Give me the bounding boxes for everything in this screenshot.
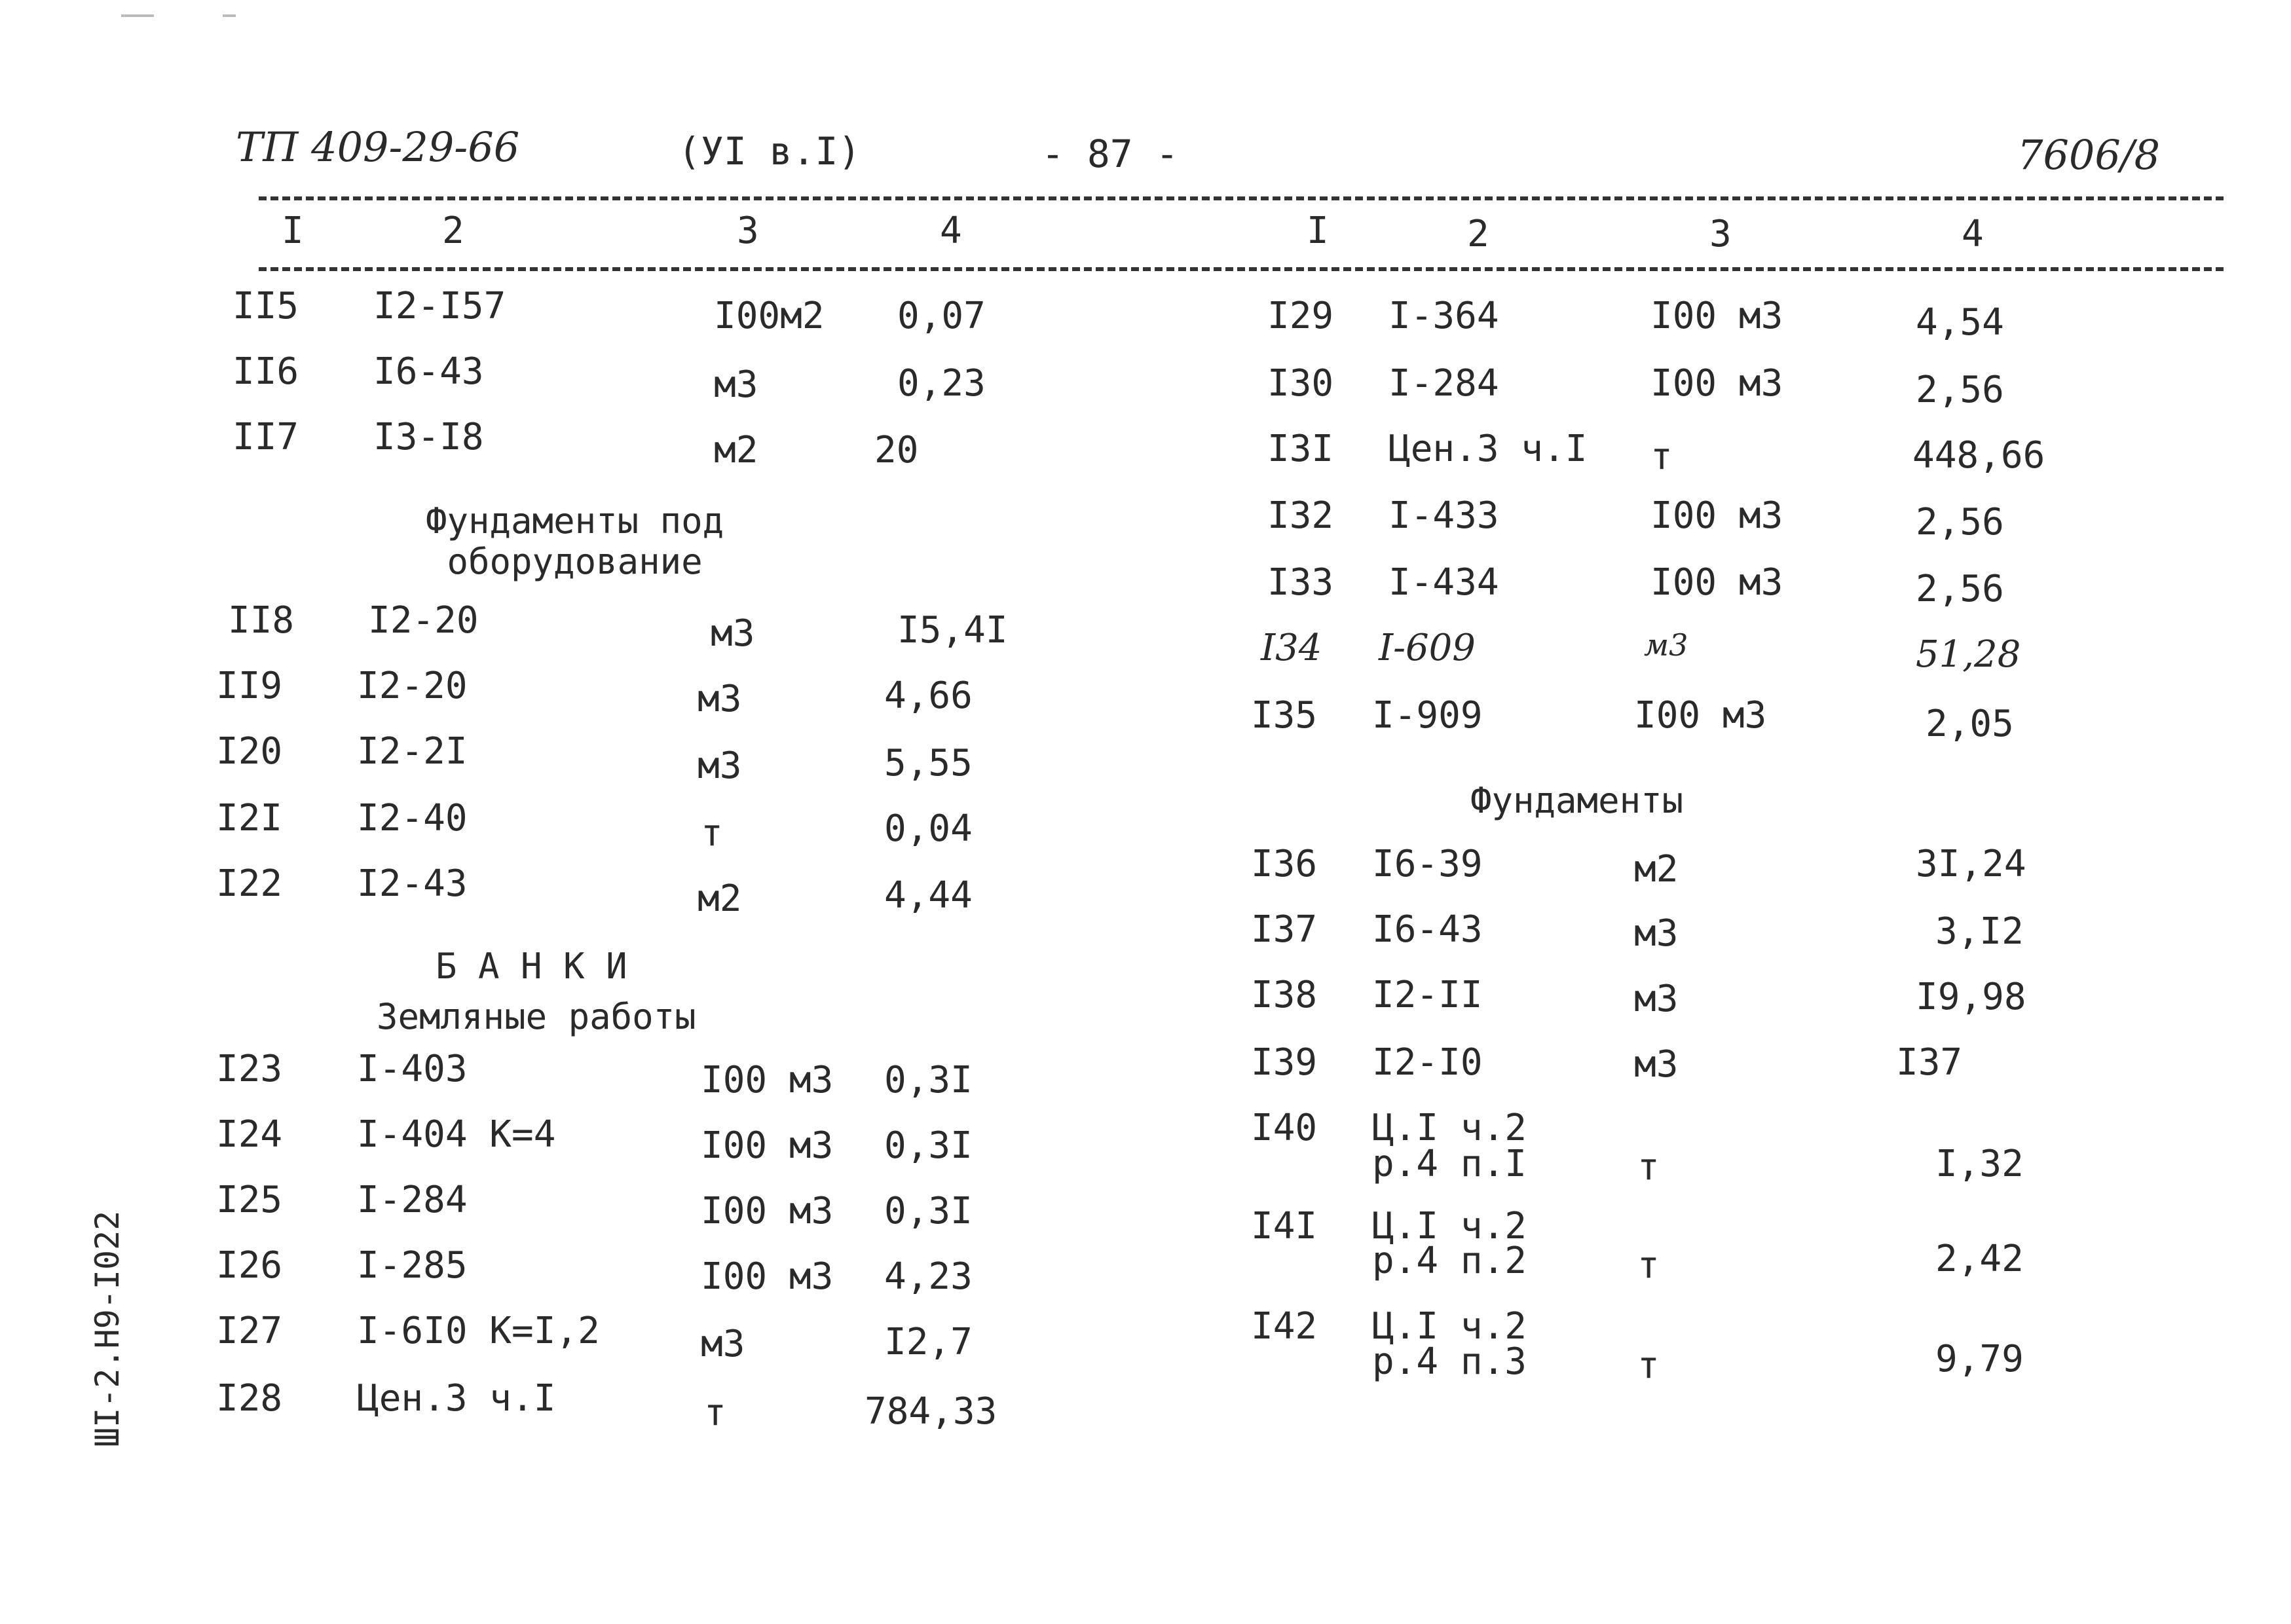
row-code: I-284 (1388, 362, 1499, 405)
row-number: I22 (216, 862, 283, 905)
row-code: I2-20 (357, 665, 468, 707)
row-unit: I00 м3 (701, 1124, 834, 1167)
row-qty: 4,23 (884, 1255, 973, 1298)
row-qty: 2,05 (1926, 703, 2014, 745)
row-unit: м3 (1634, 912, 1679, 955)
col-num-2: 2 (442, 210, 464, 252)
row-number: I34 (1261, 627, 1322, 669)
row-qty: 3I,24 (1916, 843, 2026, 885)
row-number: I42 (1251, 1305, 1318, 1348)
scan-mark (223, 14, 236, 17)
row-unit: т (1637, 1344, 1660, 1387)
row-unit: т (704, 1392, 726, 1434)
section-heading-line: Фундаменты под (426, 500, 724, 542)
row-unit: м2 (1634, 848, 1679, 891)
row-code: I6-43 (1372, 908, 1483, 951)
row-number: II8 (228, 599, 295, 642)
row-number: I20 (216, 730, 283, 773)
row-number: I33 (1267, 561, 1334, 604)
section-heading-foundations: Фундаменты (1470, 780, 1684, 821)
row-code: I6-39 (1372, 843, 1483, 885)
row-code: I-404 К=4 (357, 1113, 556, 1156)
row-code: I-909 (1372, 694, 1483, 737)
row-code: I2-43 (357, 862, 468, 905)
col-num-1: I (282, 210, 304, 252)
row-unit: I00 м3 (701, 1059, 834, 1101)
row-code: I-284 (357, 1179, 468, 1221)
header-rule-top (259, 196, 2224, 200)
row-unit: м3 (698, 678, 742, 720)
row-number: I2I (216, 797, 283, 840)
row-number: I38 (1251, 974, 1318, 1016)
row-unit: I00 м3 (701, 1255, 834, 1298)
row-unit: м3 (714, 363, 758, 406)
row-unit: т (701, 812, 723, 855)
row-unit: т (1637, 1146, 1660, 1189)
row-number: II7 (233, 416, 299, 458)
row-number: I36 (1251, 843, 1318, 885)
row-unit: т (1650, 435, 1673, 478)
row-code: I-434 (1388, 561, 1499, 604)
row-number: I29 (1267, 295, 1334, 337)
row-qty: 0,3I (884, 1124, 973, 1167)
row-code: I-6I0 К=I,2 (357, 1310, 600, 1352)
row-unit: I00 м3 (701, 1190, 834, 1232)
row-number: I24 (216, 1113, 283, 1156)
row-number: I28 (216, 1377, 283, 1420)
row-code-line1: Ц.I ч.2 (1372, 1205, 1527, 1247)
row-qty: 0,3I (884, 1059, 973, 1101)
volume-label: (УI в.I) (678, 129, 861, 174)
row-unit: I00 м3 (1634, 694, 1767, 737)
row-number: I26 (216, 1244, 283, 1287)
row-unit: м3 (711, 612, 755, 655)
row-qty: 0,07 (897, 295, 986, 337)
section-heading (426, 501, 724, 582)
row-qty: I37 (1896, 1041, 1963, 1084)
section-heading-earthworks: Земляные работы (377, 996, 696, 1037)
row-unit: I00м2 (714, 295, 825, 337)
row-number: I30 (1267, 362, 1334, 405)
row-qty: 4,44 (884, 874, 973, 917)
row-unit: м2 (698, 877, 742, 920)
row-qty: 0,04 (884, 807, 973, 850)
row-code: I2-II (1372, 974, 1483, 1016)
row-qty: 3,I2 (1935, 910, 2024, 953)
row-number: II6 (233, 350, 299, 393)
row-code: I2-I57 (373, 285, 506, 327)
row-qty: 2,56 (1916, 501, 2004, 544)
row-qty: I,32 (1935, 1143, 2024, 1185)
row-number: I27 (216, 1310, 283, 1352)
header-rule-bottom (259, 267, 2224, 271)
row-qty: 51,28 (1916, 633, 2021, 676)
col-num-1: I (1307, 210, 1329, 252)
row-unit: I00 м3 (1650, 494, 1783, 537)
row-qty: 2,56 (1916, 369, 2004, 411)
row-code-line2: р.4 п.3 (1372, 1340, 1527, 1383)
row-unit: т (1637, 1244, 1660, 1287)
row-qty: 2,42 (1935, 1238, 2024, 1280)
row-code: I-433 (1388, 494, 1499, 537)
row-qty: 5,55 (884, 742, 973, 784)
section-heading-banki: Б А Н К И (436, 946, 627, 987)
row-unit: м2 (714, 429, 758, 471)
row-qty: 448,66 (1912, 434, 2045, 477)
row-number: I35 (1251, 694, 1318, 737)
row-code-line1: Ц.I ч.2 (1372, 1305, 1527, 1348)
row-number: I39 (1251, 1041, 1318, 1084)
col-num-4: 4 (940, 210, 962, 252)
row-qty: 0,3I (884, 1190, 973, 1232)
side-archive-label: ШI-2.Н9-I022 (88, 1210, 126, 1447)
row-number: I3I (1267, 428, 1334, 470)
page-number: - 87 - (1041, 132, 1179, 176)
col-num-3: 3 (737, 210, 759, 252)
row-code: I2-40 (357, 797, 468, 840)
row-unit: м3 (1634, 1043, 1679, 1086)
row-code: I-609 (1379, 627, 1476, 669)
row-qty: 784,33 (865, 1390, 997, 1433)
row-unit: м3 (1634, 978, 1679, 1020)
section-heading-line: оборудование (447, 541, 703, 583)
document-code: ТП 409-29-66 (236, 123, 520, 171)
scan-mark (121, 14, 154, 17)
row-qty: I5,4I (897, 609, 1008, 652)
row-unit: м3 (698, 745, 742, 787)
row-qty: I9,98 (1916, 976, 2026, 1018)
col-num-2: 2 (1467, 213, 1489, 255)
row-code: I2-20 (368, 599, 479, 642)
col-num-4: 4 (1962, 213, 1984, 255)
row-code-line2: р.4 п.I (1372, 1143, 1527, 1185)
row-code: I-364 (1388, 295, 1499, 337)
row-qty: 9,79 (1935, 1338, 2024, 1380)
row-unit: м3 (701, 1323, 745, 1365)
row-code: I2-2I (357, 730, 468, 773)
col-num-3: 3 (1709, 213, 1732, 255)
row-number: I37 (1251, 908, 1318, 951)
row-qty: 4,66 (884, 674, 973, 717)
row-unit: I00 м3 (1650, 561, 1783, 604)
row-number: I40 (1251, 1107, 1318, 1149)
row-code: Цен.3 ч.I (357, 1377, 556, 1420)
row-number: II5 (233, 285, 299, 327)
row-qty: 4,54 (1916, 301, 2004, 344)
document-ref: 7606/8 (2017, 131, 2161, 179)
row-qty: 2,56 (1916, 568, 2004, 610)
row-unit: I00 м3 (1650, 362, 1783, 405)
row-code: I-285 (357, 1244, 468, 1287)
row-code-line1: Ц.I ч.2 (1372, 1107, 1527, 1149)
row-code: I3-I8 (373, 416, 484, 458)
row-code: I-403 (357, 1048, 468, 1090)
row-number: I32 (1267, 494, 1334, 537)
row-unit: I00 м3 (1650, 295, 1783, 337)
row-number: I25 (216, 1179, 283, 1221)
row-number: I4I (1251, 1205, 1318, 1247)
row-code: Цен.3 ч.I (1388, 428, 1588, 470)
row-code-line2: р.4 п.2 (1372, 1240, 1527, 1282)
row-qty: I2,7 (884, 1321, 973, 1363)
row-qty: 0,23 (897, 362, 986, 405)
row-number: I23 (216, 1048, 283, 1090)
row-code: I6-43 (373, 350, 484, 393)
row-number: II9 (216, 665, 283, 707)
row-code: I2-I0 (1372, 1041, 1483, 1084)
row-qty: 20 (874, 429, 919, 471)
row-unit: м3 (1644, 627, 1688, 663)
